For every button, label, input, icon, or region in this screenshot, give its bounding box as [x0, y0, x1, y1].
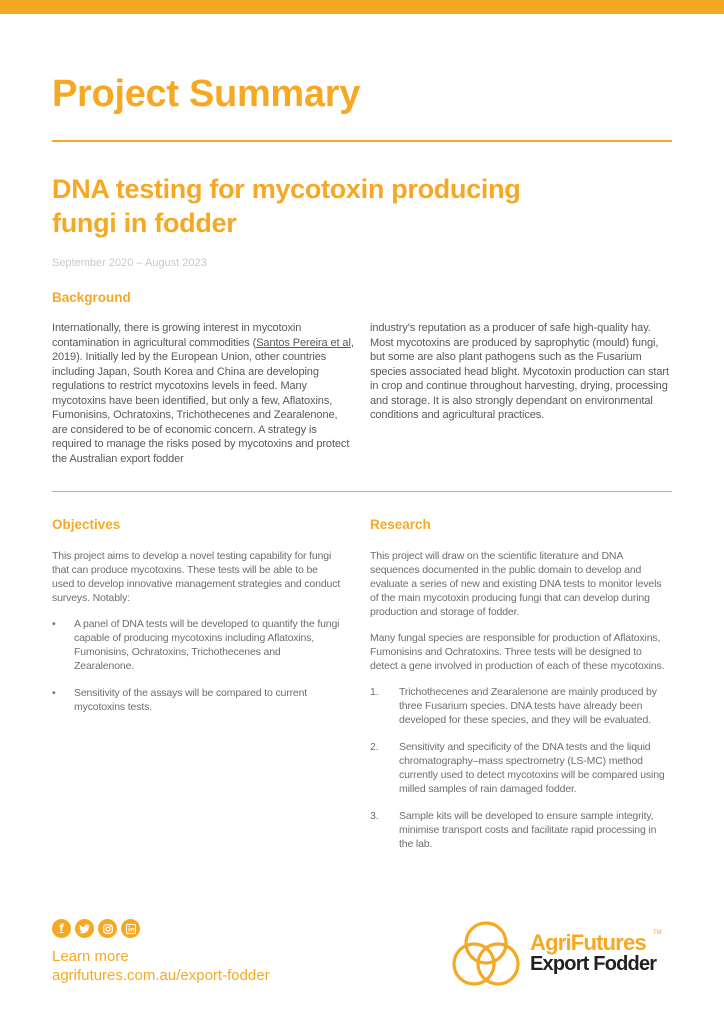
bullet-text: Sensitivity of the assays will be compared to current mycotoxins tests.	[74, 687, 308, 713]
list-text: Sample kits will be developed to ensure sample integrity, minimise transport costs and facilitate rapid processing in the lab.	[399, 810, 657, 850]
section-divider	[52, 491, 672, 492]
research-heading: Research	[370, 517, 431, 532]
santos-pereira-link[interactable]: Santos Pereira et al	[256, 336, 351, 349]
list-item	[370, 809, 670, 851]
list-item	[52, 686, 342, 714]
background-column-2: industry's reputation as a producer of safe high-quality hay. Most mycotoxins are produced by saprophytic (mould) fungi, but some are also plant pathogens such as the Fusarium species associated head blight. Mycotoxin production can start in crop and continue throughout harvesting, drying, processing and storage. It is also strongly dependant on environmental conditions and agricultural practices.	[370, 322, 669, 421]
linkedin-icon[interactable]	[121, 919, 140, 938]
learn-more-text: Learn more	[52, 948, 129, 965]
list-number: 3.	[370, 810, 379, 822]
list-number: 1.	[370, 686, 379, 698]
facebook-icon[interactable]: f	[52, 919, 71, 938]
background-text-part-1: Internationally, there is growing interest in mycotoxin contamination in agricultural commodities (	[52, 322, 302, 349]
objectives-section	[52, 549, 342, 727]
logo-wordmark-export-fodder: Export Fodder	[530, 953, 657, 975]
list-item	[370, 685, 670, 727]
list-item	[370, 740, 670, 796]
research-section	[370, 549, 670, 864]
research-paragraph-2: Many fungal species are responsible for production of Aflatoxins, Fumonisins and Ochratoxins. Three tests will be designed to detect a gene involved in production of each of these mycotoxins.	[370, 632, 665, 672]
subtitle-line-1: DNA testing for mycotoxin producing	[52, 174, 521, 204]
page-title: Project Summary	[52, 73, 361, 115]
list-number: 2.	[370, 741, 379, 753]
website-link[interactable]: agrifutures.com.au/export-fodder	[52, 967, 270, 984]
objectives-list	[52, 617, 342, 714]
list-text: Sensitivity and specificity of the DNA tests and the liquid chromatography–mass spectrometry (LS-MC) method currently used to detect mycotoxins will be compared using milled samples of rain damaged fodder.	[399, 741, 665, 795]
bullet-icon: •	[52, 687, 56, 699]
project-dates: September 2020 – August 2023	[52, 257, 207, 269]
project-subtitle	[52, 172, 572, 240]
background-text-part-2: , 2019). Initially led by the European Union, other countries including Japan, South Korea and China are developing regulations to restrict mycotoxins levels in feed. Many mycotoxins have been identified, but only a few, Aflatoxins, Fumonisins, Ochratoxins, Trichothecenes and Zearalenone, are considered to be of economic concern. A strategy is required to manage the risks posed by mycotoxins and protect the Australian export fodder	[52, 336, 354, 465]
top-accent-bar	[0, 0, 724, 14]
subtitle-line-2: fungi in fodder	[52, 208, 237, 238]
list-text: Trichothecenes and Zearalenone are mainly produced by three Fusarium species. DNA tests have already been developed for these species, and they will be evaluated.	[399, 686, 657, 726]
social-links	[52, 919, 140, 938]
background-column-1	[52, 321, 355, 466]
agrifutures-logo-icon	[446, 916, 526, 996]
twitter-icon[interactable]	[75, 919, 94, 938]
logo-trademark: TM	[653, 930, 662, 936]
background-heading: Background	[52, 290, 131, 305]
list-item	[52, 617, 342, 673]
research-paragraph-1: This project will draw on the scientific literature and DNA sequences documented in the public domain to develop and evaluate a series of new and existing DNA tests to monitor levels of the main mycotoxin producing fungi that can develop during production and storage of fodder.	[370, 550, 662, 618]
objectives-intro: This project aims to develop a novel testing capability for fungi that can produce mycotoxins. These tests will be able to be used to develop innovative management strategies and conduct surveys. Notably:	[52, 550, 341, 604]
bullet-text: A panel of DNA tests will be developed to quantify the fungi capable of producing mycotoxins including Aflatoxins, Fumonisins, Ochratoxins, Trichothecenes and Zearalenone.	[74, 618, 340, 672]
research-list	[370, 685, 670, 851]
objectives-heading: Objectives	[52, 517, 121, 532]
instagram-icon[interactable]	[98, 919, 117, 938]
logo-wordmark-agrifutures: AgriFutures	[530, 930, 646, 955]
bullet-icon: •	[52, 618, 56, 630]
title-divider	[52, 140, 672, 142]
